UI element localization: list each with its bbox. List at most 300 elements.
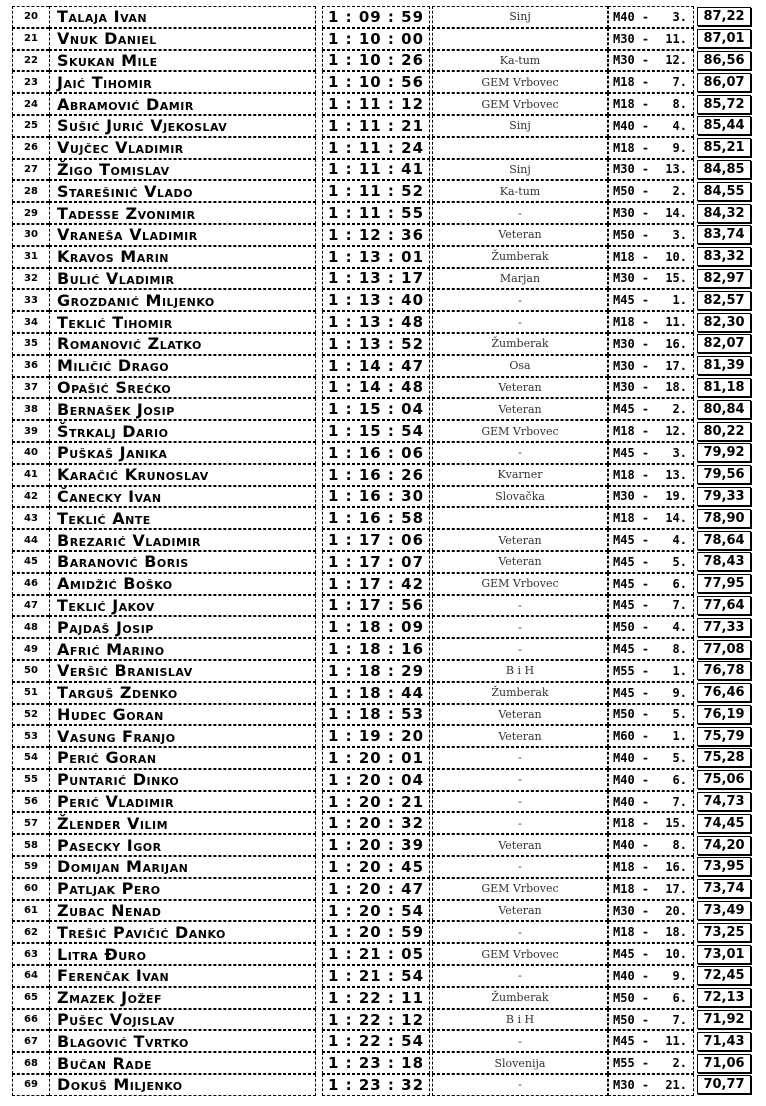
rank-cell: 43 xyxy=(12,507,49,529)
category-cell xyxy=(608,311,694,333)
club-cell: - xyxy=(432,595,608,617)
name-cell: Romanović Zlatko xyxy=(49,333,316,355)
table-row xyxy=(0,202,766,224)
category-label: M18 - xyxy=(613,75,650,90)
table-row xyxy=(0,442,766,464)
points-cell xyxy=(694,660,754,682)
time-cell: 1 : 20 : 59 xyxy=(322,921,430,943)
category-cell xyxy=(608,1052,694,1074)
points-cell xyxy=(694,398,754,420)
rank-cell: 34 xyxy=(12,311,49,333)
time-cell: 1 : 17 : 42 xyxy=(322,573,430,595)
time-cell: 1 : 16 : 06 xyxy=(322,442,430,464)
name-cell: Hudec Goran xyxy=(49,704,316,726)
category-position: 10. xyxy=(665,947,687,962)
category-position: 7. xyxy=(672,598,687,613)
time-cell: 1 : 12 : 36 xyxy=(322,224,430,246)
category-position: 8. xyxy=(672,642,687,656)
table-row xyxy=(0,224,766,246)
time-cell: 1 : 23 : 32 xyxy=(322,1074,430,1096)
points-cell xyxy=(694,159,754,181)
club-cell: Kvarner xyxy=(432,464,608,486)
category-position: 5. xyxy=(672,707,687,722)
time-cell: 1 : 20 : 47 xyxy=(322,878,430,900)
table-row xyxy=(0,987,766,1009)
points-box: 73,95 xyxy=(697,857,751,876)
name-cell: Teklić Ante xyxy=(49,507,316,529)
time-cell: 1 : 10 : 26 xyxy=(322,50,430,72)
category-position: 15. xyxy=(665,816,687,831)
category-cell xyxy=(608,180,694,202)
table-row xyxy=(0,660,766,682)
name-cell: Puntarić Dinko xyxy=(49,769,316,791)
time-cell: 1 : 21 : 54 xyxy=(322,965,430,987)
name-cell: Brezarić Vladimir xyxy=(49,529,316,551)
points-box: 70,77 xyxy=(697,1075,751,1094)
time-cell: 1 : 13 : 17 xyxy=(322,268,430,290)
points-cell xyxy=(694,878,754,900)
category-cell xyxy=(608,616,694,638)
name-cell: Bernašek Josip xyxy=(49,398,316,420)
table-row xyxy=(0,486,766,508)
category-label: M45 - xyxy=(613,1034,650,1049)
rank-cell: 31 xyxy=(12,246,49,268)
category-cell xyxy=(608,638,694,660)
table-row xyxy=(0,965,766,987)
category-cell xyxy=(608,50,694,72)
points-box: 85,21 xyxy=(697,138,751,157)
points-cell xyxy=(694,747,754,769)
category-cell xyxy=(608,28,694,50)
table-row xyxy=(0,115,766,137)
points-box: 82,07 xyxy=(697,334,751,353)
rank-cell: 28 xyxy=(12,180,49,202)
club-cell: - xyxy=(432,769,608,791)
category-cell xyxy=(608,878,694,900)
points-cell xyxy=(694,1030,754,1052)
category-position: 4. xyxy=(672,620,687,635)
rank-cell: 49 xyxy=(12,638,49,660)
points-box: 79,33 xyxy=(697,487,751,506)
points-box: 79,92 xyxy=(697,443,751,462)
category-label: M60 - xyxy=(613,729,650,744)
points-cell xyxy=(694,551,754,573)
table-row xyxy=(0,769,766,791)
club-cell: B i H xyxy=(432,660,608,682)
table-row xyxy=(0,1052,766,1074)
club-cell: B i H xyxy=(432,1009,608,1031)
points-cell xyxy=(694,769,754,791)
points-box: 86,56 xyxy=(697,51,751,70)
points-cell xyxy=(694,943,754,965)
time-cell: 1 : 11 : 55 xyxy=(322,202,430,224)
category-position: 11. xyxy=(665,31,687,46)
rank-cell: 25 xyxy=(12,115,49,137)
time-cell: 1 : 17 : 56 xyxy=(322,595,430,617)
name-cell: Veršić Branislav xyxy=(49,660,316,682)
table-row xyxy=(0,900,766,922)
category-cell xyxy=(608,921,694,943)
category-label: M18 - xyxy=(613,881,650,896)
name-cell: Bulić Vladimir xyxy=(49,268,316,290)
name-cell: Pasecky Igor xyxy=(49,834,316,856)
category-cell xyxy=(608,747,694,769)
category-label: M50 - xyxy=(613,707,650,722)
name-cell: Vasung Franjo xyxy=(49,725,316,747)
category-cell xyxy=(608,769,694,791)
rank-cell: 58 xyxy=(12,834,49,856)
points-box: 84,32 xyxy=(697,204,751,223)
club-cell: Slovačka xyxy=(432,486,608,508)
rank-cell: 65 xyxy=(12,987,49,1009)
rank-cell: 39 xyxy=(12,420,49,442)
points-box: 84,85 xyxy=(697,160,751,179)
category-cell xyxy=(608,137,694,159)
category-position: 19. xyxy=(665,489,687,504)
category-cell xyxy=(608,551,694,573)
club-cell: GEM Vrbovec xyxy=(432,420,608,442)
table-row xyxy=(0,464,766,486)
points-cell xyxy=(694,93,754,115)
category-position: 9. xyxy=(672,140,687,155)
points-cell xyxy=(694,616,754,638)
table-row xyxy=(0,616,766,638)
category-cell xyxy=(608,725,694,747)
category-label: M45 - xyxy=(613,947,650,962)
club-cell: Sinj xyxy=(432,6,608,28)
category-label: M30 - xyxy=(613,31,650,46)
time-cell: 1 : 20 : 54 xyxy=(322,900,430,922)
club-cell: - xyxy=(432,311,608,333)
points-cell xyxy=(694,900,754,922)
time-cell: 1 : 13 : 48 xyxy=(322,311,430,333)
category-position: 9. xyxy=(672,685,687,700)
rank-cell: 61 xyxy=(12,900,49,922)
category-label: M55 - xyxy=(613,1056,650,1071)
points-cell xyxy=(694,115,754,137)
category-label: M30 - xyxy=(613,162,650,177)
rank-cell: 52 xyxy=(12,704,49,726)
rank-cell: 33 xyxy=(12,289,49,311)
category-label: M50 - xyxy=(613,227,650,242)
points-cell xyxy=(694,202,754,224)
points-cell xyxy=(694,529,754,551)
points-cell xyxy=(694,464,754,486)
category-cell xyxy=(608,420,694,442)
points-cell xyxy=(694,834,754,856)
rank-cell: 56 xyxy=(12,791,49,813)
rank-cell: 26 xyxy=(12,137,49,159)
time-cell: 1 : 16 : 58 xyxy=(322,507,430,529)
category-label: M45 - xyxy=(613,554,650,569)
category-position: 7. xyxy=(672,75,687,90)
points-box: 71,92 xyxy=(697,1010,751,1029)
time-cell: 1 : 10 : 00 xyxy=(322,28,430,50)
table-row xyxy=(0,6,766,28)
rank-cell: 21 xyxy=(12,28,49,50)
category-cell xyxy=(608,224,694,246)
points-box: 75,28 xyxy=(697,748,751,767)
points-cell xyxy=(694,224,754,246)
rank-cell: 40 xyxy=(12,442,49,464)
category-position: 1. xyxy=(672,293,687,308)
club-cell: Ka-tum xyxy=(432,50,608,72)
club-cell: - xyxy=(432,638,608,660)
time-cell: 1 : 22 : 11 xyxy=(322,987,430,1009)
rank-cell: 45 xyxy=(12,551,49,573)
category-cell xyxy=(608,1030,694,1052)
time-cell: 1 : 16 : 26 xyxy=(322,464,430,486)
rank-cell: 30 xyxy=(12,224,49,246)
points-box: 76,78 xyxy=(697,661,751,680)
category-label: M40 - xyxy=(613,794,650,809)
points-box: 78,90 xyxy=(697,509,751,528)
category-cell xyxy=(608,6,694,28)
category-cell xyxy=(608,442,694,464)
points-box: 83,74 xyxy=(697,225,751,244)
table-row xyxy=(0,943,766,965)
table-row xyxy=(0,812,766,834)
name-cell: Zubac Nenad xyxy=(49,900,316,922)
points-cell xyxy=(694,987,754,1009)
club-cell: Žumberak xyxy=(432,682,608,704)
table-row xyxy=(0,921,766,943)
category-cell xyxy=(608,268,694,290)
category-label: M30 - xyxy=(613,489,650,504)
table-row xyxy=(0,333,766,355)
category-cell xyxy=(608,900,694,922)
category-position: 3. xyxy=(672,445,687,460)
time-cell: 1 : 11 : 12 xyxy=(322,93,430,115)
category-label: M30 - xyxy=(613,1077,650,1092)
name-cell: Starešinić Vlado xyxy=(49,180,316,202)
club-cell: Veteran xyxy=(432,398,608,420)
points-cell xyxy=(694,791,754,813)
category-position: 8. xyxy=(672,838,687,853)
club-cell: - xyxy=(432,791,608,813)
category-label: M18 - xyxy=(613,140,650,155)
category-cell xyxy=(608,812,694,834)
category-label: M45 - xyxy=(613,402,650,417)
club-cell: - xyxy=(432,812,608,834)
club-cell: Veteran xyxy=(432,377,608,399)
name-cell: Litra Đuro xyxy=(49,943,316,965)
time-cell: 1 : 17 : 06 xyxy=(322,529,430,551)
rank-cell: 37 xyxy=(12,377,49,399)
table-row xyxy=(0,834,766,856)
category-label: M18 - xyxy=(613,925,650,940)
category-label: M18 - xyxy=(613,249,650,264)
category-cell xyxy=(608,682,694,704)
category-position: 3. xyxy=(672,9,687,24)
category-label: M45 - xyxy=(613,293,650,308)
category-position: 6. xyxy=(672,576,687,591)
time-cell: 1 : 10 : 56 xyxy=(322,71,430,93)
points-cell xyxy=(694,246,754,268)
rank-cell: 50 xyxy=(12,660,49,682)
name-cell: Vnuk Daniel xyxy=(49,28,316,50)
table-row xyxy=(0,595,766,617)
points-box: 82,57 xyxy=(697,291,751,310)
category-label: M45 - xyxy=(613,598,650,613)
category-cell xyxy=(608,791,694,813)
table-row xyxy=(0,268,766,290)
category-label: M18 - xyxy=(613,97,650,112)
category-cell xyxy=(608,1074,694,1096)
name-cell: Trešić Pavičić Danko xyxy=(49,921,316,943)
time-cell: 1 : 13 : 40 xyxy=(322,289,430,311)
club-cell: - xyxy=(432,289,608,311)
category-position: 18. xyxy=(665,925,687,940)
category-cell xyxy=(608,71,694,93)
rank-cell: 35 xyxy=(12,333,49,355)
category-position: 16. xyxy=(665,859,687,874)
points-cell xyxy=(694,1074,754,1096)
points-box: 87,22 xyxy=(697,7,751,26)
time-cell: 1 : 23 : 18 xyxy=(322,1052,430,1074)
name-cell: Karačić Krunoslav xyxy=(49,464,316,486)
time-cell: 1 : 18 : 16 xyxy=(322,638,430,660)
rank-cell: 20 xyxy=(12,6,49,28)
category-cell xyxy=(608,486,694,508)
points-cell xyxy=(694,507,754,529)
rank-cell: 46 xyxy=(12,573,49,595)
points-cell xyxy=(694,921,754,943)
category-cell xyxy=(608,1009,694,1031)
category-position: 2. xyxy=(672,1056,687,1071)
name-cell: Afrić Marino xyxy=(49,638,316,660)
points-cell xyxy=(694,71,754,93)
category-cell xyxy=(608,965,694,987)
category-position: 14. xyxy=(665,206,687,221)
table-row xyxy=(0,1009,766,1031)
category-label: M50 - xyxy=(613,1012,650,1027)
name-cell: Pajdaš Josip xyxy=(49,616,316,638)
points-cell xyxy=(694,965,754,987)
rank-cell: 27 xyxy=(12,159,49,181)
points-box: 73,01 xyxy=(697,945,751,964)
points-cell xyxy=(694,355,754,377)
points-box: 72,13 xyxy=(697,988,751,1007)
name-cell: Blagović Tvrtko xyxy=(49,1030,316,1052)
name-cell: Žigo Tomislav xyxy=(49,159,316,181)
points-box: 80,84 xyxy=(697,400,751,419)
points-box: 74,45 xyxy=(697,814,751,833)
category-label: M30 - xyxy=(613,358,650,373)
category-label: M18 - xyxy=(613,816,650,831)
category-label: M40 - xyxy=(613,772,650,787)
time-cell: 1 : 20 : 21 xyxy=(322,791,430,813)
name-cell: Opašić Srećko xyxy=(49,377,316,399)
name-cell: Puškaš Janika xyxy=(49,442,316,464)
rank-cell: 47 xyxy=(12,595,49,617)
rank-cell: 22 xyxy=(12,50,49,72)
rank-cell: 44 xyxy=(12,529,49,551)
category-position: 11. xyxy=(665,1034,687,1049)
rank-cell: 42 xyxy=(12,486,49,508)
category-position: 12. xyxy=(665,53,687,68)
time-cell: 1 : 21 : 05 xyxy=(322,943,430,965)
category-cell xyxy=(608,573,694,595)
rank-cell: 59 xyxy=(12,856,49,878)
category-label: M45 - xyxy=(613,685,650,700)
category-label: M30 - xyxy=(613,336,650,351)
table-row xyxy=(0,856,766,878)
points-box: 84,55 xyxy=(697,182,751,201)
table-row xyxy=(0,551,766,573)
category-position: 6. xyxy=(672,990,687,1005)
time-cell: 1 : 20 : 04 xyxy=(322,769,430,791)
category-label: M40 - xyxy=(613,9,650,24)
table-row xyxy=(0,529,766,551)
results-table xyxy=(0,6,766,1096)
category-position: 12. xyxy=(665,424,687,439)
rank-cell: 23 xyxy=(12,71,49,93)
points-cell xyxy=(694,268,754,290)
name-cell: Čanecky Ivan xyxy=(49,486,316,508)
category-cell xyxy=(608,987,694,1009)
category-cell xyxy=(608,115,694,137)
club-cell: - xyxy=(432,202,608,224)
category-label: M50 - xyxy=(613,184,650,199)
table-row xyxy=(0,573,766,595)
category-position: 6. xyxy=(672,772,687,787)
category-position: 4. xyxy=(672,533,687,548)
category-position: 13. xyxy=(665,162,687,177)
club-cell xyxy=(432,137,608,159)
category-label: M18 - xyxy=(613,859,650,874)
club-cell xyxy=(432,28,608,50)
category-label: M40 - xyxy=(613,118,650,133)
name-cell: Abramović Damir xyxy=(49,93,316,115)
rank-cell: 69 xyxy=(12,1074,49,1096)
club-cell: Veteran xyxy=(432,529,608,551)
name-cell: Baranović Boris xyxy=(49,551,316,573)
points-cell xyxy=(694,682,754,704)
category-label: M18 - xyxy=(613,315,650,330)
category-position: 9. xyxy=(672,968,687,983)
category-position: 2. xyxy=(672,402,687,417)
points-box: 74,20 xyxy=(697,836,751,855)
time-cell: 1 : 20 : 45 xyxy=(322,856,430,878)
category-label: M50 - xyxy=(613,990,650,1005)
name-cell: Skukan Mile xyxy=(49,50,316,72)
name-cell: Patljak Pero xyxy=(49,878,316,900)
category-position: 11. xyxy=(665,315,687,330)
name-cell: Teklić Tihomir xyxy=(49,311,316,333)
club-cell: GEM Vrbovec xyxy=(432,71,608,93)
time-cell: 1 : 18 : 09 xyxy=(322,616,430,638)
category-cell xyxy=(608,464,694,486)
category-position: 20. xyxy=(665,903,687,918)
table-row xyxy=(0,1030,766,1052)
category-position: 15. xyxy=(665,271,687,286)
points-cell xyxy=(694,377,754,399)
name-cell: Grozdanić Miljenko xyxy=(49,289,316,311)
table-row xyxy=(0,28,766,50)
rank-cell: 53 xyxy=(12,725,49,747)
club-cell: Veteran xyxy=(432,551,608,573)
time-cell: 1 : 13 : 52 xyxy=(322,333,430,355)
table-row xyxy=(0,137,766,159)
table-row xyxy=(0,1074,766,1096)
points-box: 71,06 xyxy=(697,1054,751,1073)
category-position: 18. xyxy=(665,380,687,395)
club-cell: GEM Vrbovec xyxy=(432,93,608,115)
points-box: 78,43 xyxy=(697,552,751,571)
club-cell: Marjan xyxy=(432,268,608,290)
category-position: 10. xyxy=(665,249,687,264)
